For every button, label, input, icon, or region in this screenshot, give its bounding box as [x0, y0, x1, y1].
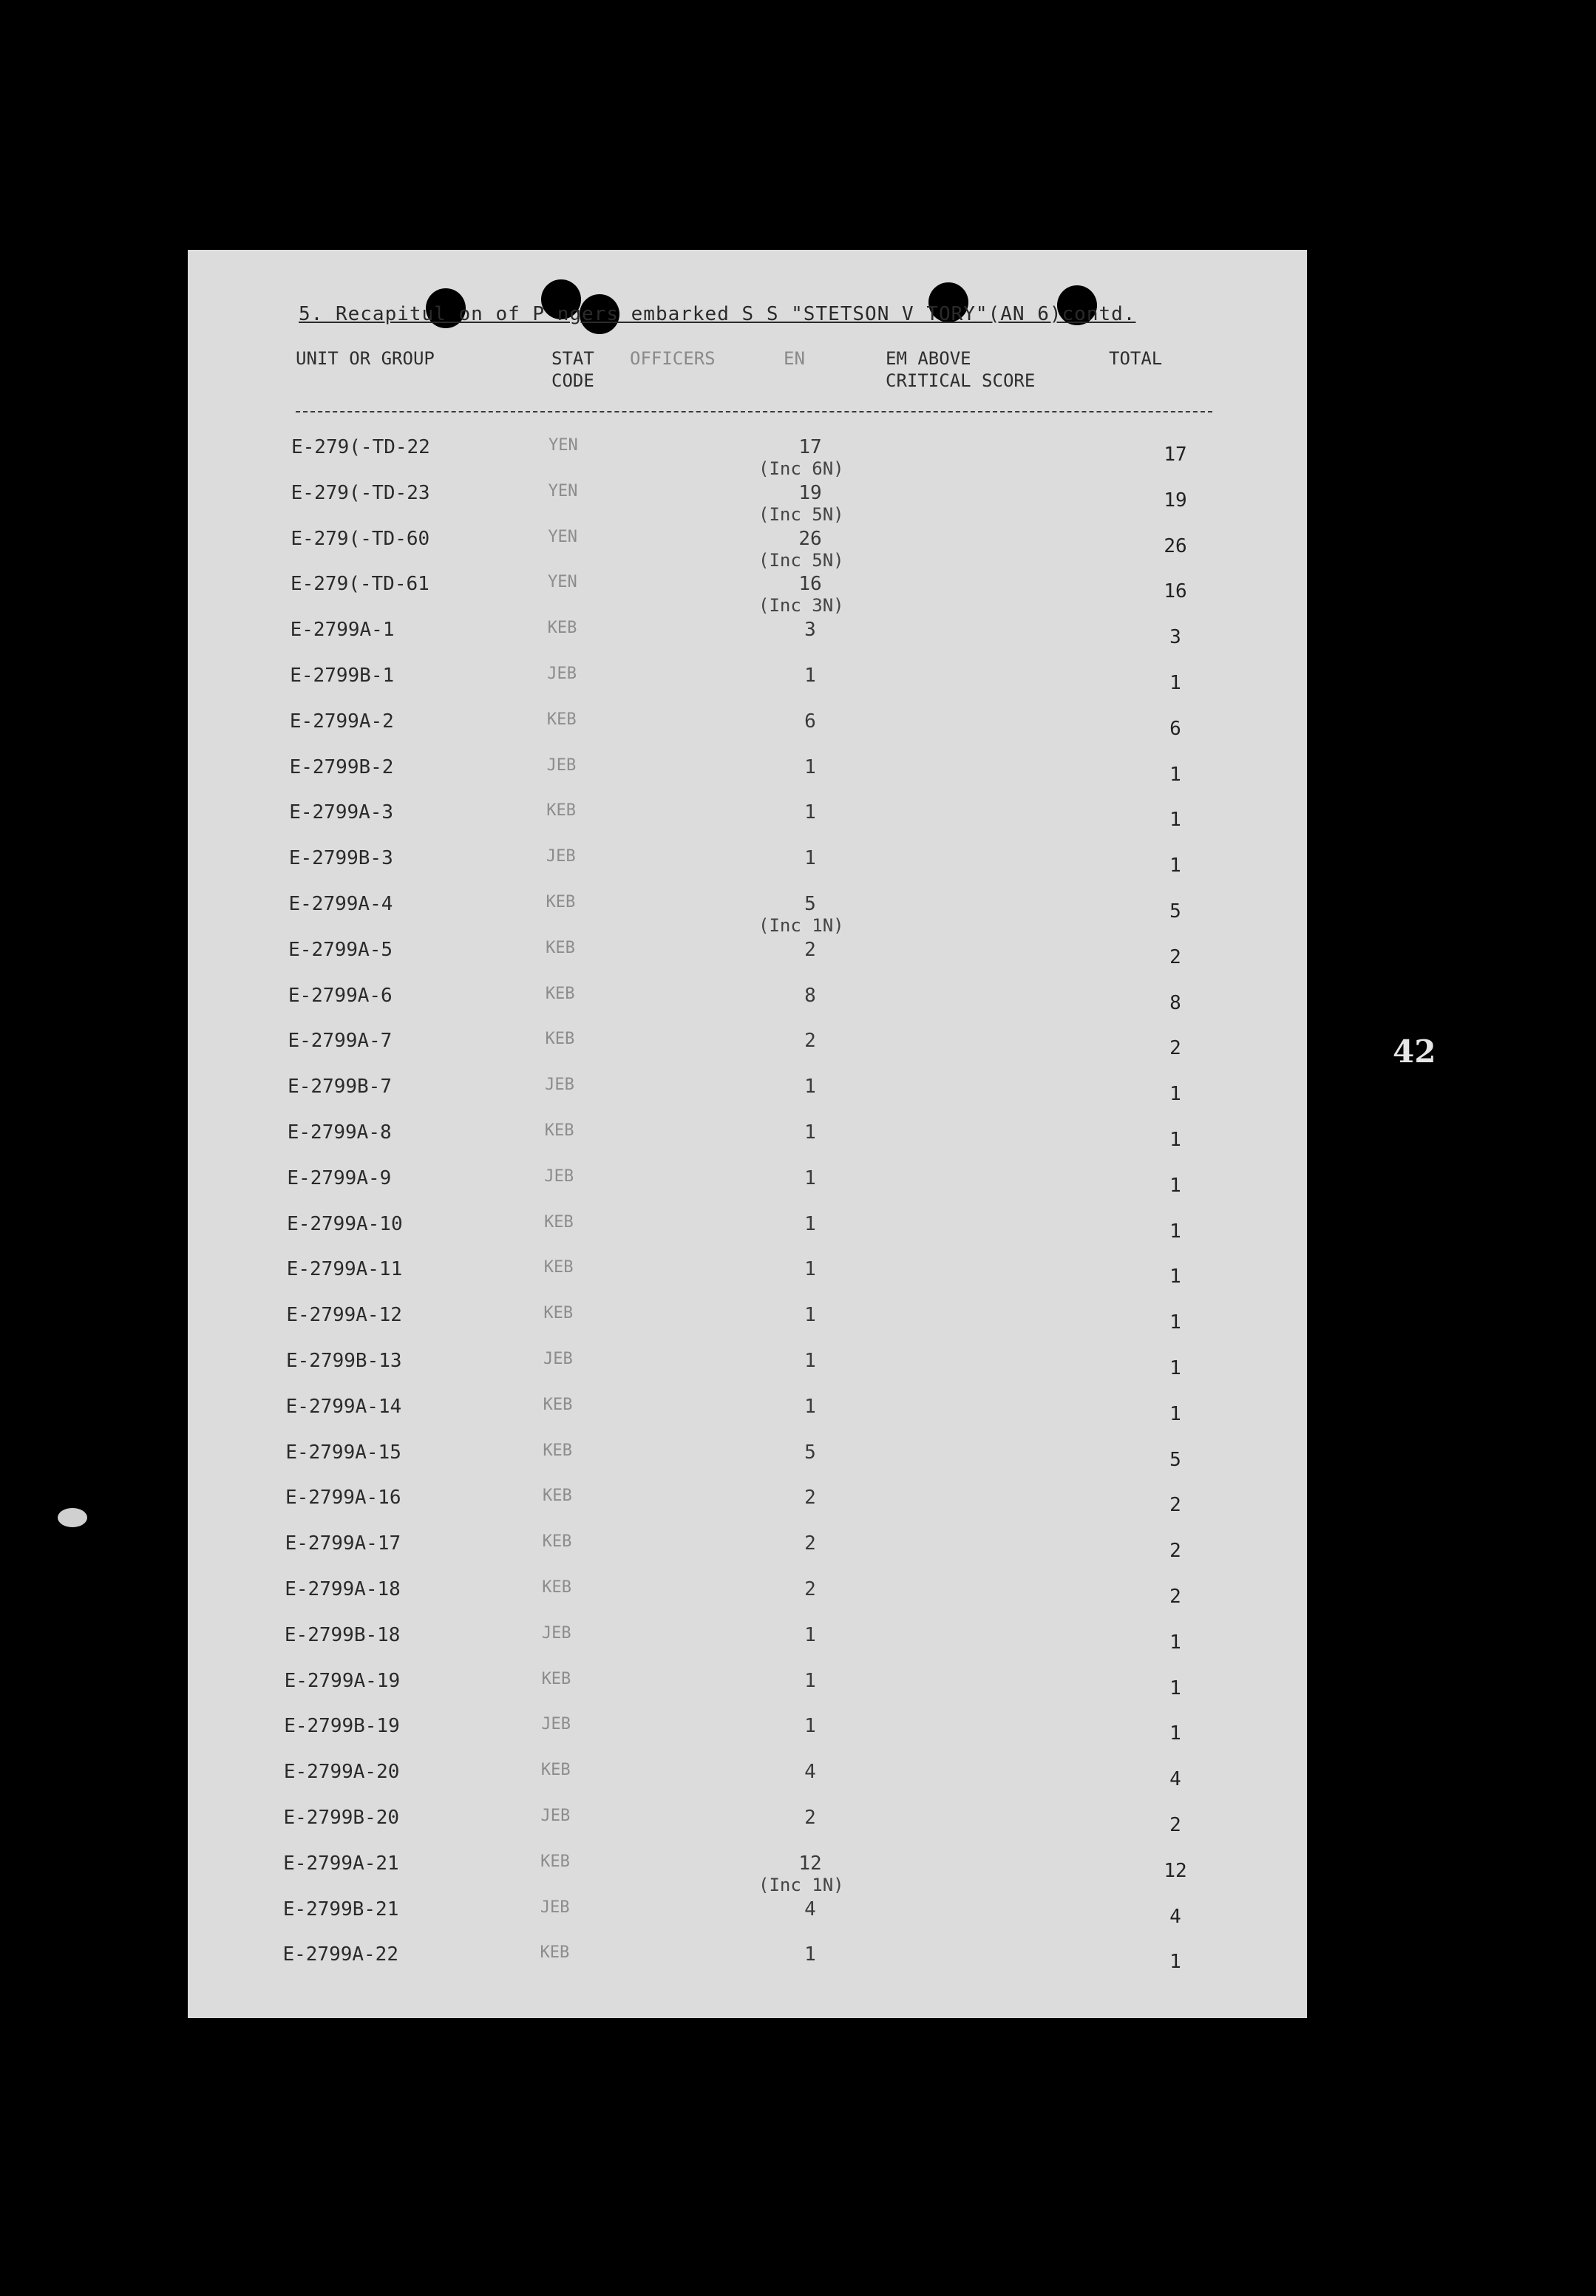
en-cell: 1: [804, 1350, 816, 1372]
column-header-total: TOTAL: [1109, 348, 1163, 369]
total-cell: 5: [1169, 1448, 1181, 1471]
table-row: [188, 482, 1307, 528]
table-row: [188, 1121, 1307, 1167]
en-cell: 4: [804, 1761, 816, 1784]
en-cell: 1: [804, 665, 816, 687]
unit-cell: E-2799A-10: [287, 1212, 403, 1235]
en-cell: 1: [804, 1166, 816, 1189]
total-cell: 1: [1169, 1951, 1181, 1974]
en-cell: 19: [798, 481, 822, 504]
table-row: [188, 1213, 1307, 1259]
en-cell: 12: [798, 1852, 822, 1875]
total-cell: 5: [1169, 900, 1181, 923]
unit-cell: E-2799B-18: [284, 1623, 401, 1646]
scan-speck: [58, 1508, 87, 1527]
en-cell: 1: [804, 801, 816, 824]
table-row: [188, 710, 1307, 756]
total-cell: 1: [1169, 1266, 1181, 1288]
total-cell: 1: [1169, 1311, 1181, 1334]
total-cell: 1: [1169, 1722, 1181, 1745]
table-row: [188, 1304, 1307, 1350]
en-cell: 26: [798, 527, 822, 550]
stat-code-cell: KEB: [546, 801, 576, 821]
stat-code-cell: KEB: [544, 1212, 574, 1232]
table-row: [188, 1670, 1307, 1716]
table-row: [188, 893, 1307, 939]
stat-code-cell: KEB: [540, 1943, 570, 1963]
unit-cell: E-2799A-3: [289, 801, 394, 824]
total-cell: 6: [1169, 717, 1181, 740]
unit-cell: E-2799B-21: [282, 1898, 399, 1920]
en-cell: 5: [804, 893, 816, 915]
unit-cell: E-2799B-3: [288, 847, 393, 870]
en-cell: 8: [804, 984, 816, 1007]
table-row: [188, 573, 1307, 619]
total-cell: 1: [1169, 1402, 1181, 1425]
total-cell: 1: [1169, 1631, 1181, 1654]
stat-code-cell: JEB: [541, 1623, 571, 1643]
unit-cell: E-2799A-22: [282, 1943, 398, 1966]
en-cell: 2: [804, 1030, 816, 1053]
unit-cell: E-279(-TD-22: [291, 436, 430, 458]
header-divider: [296, 411, 1212, 412]
table-row: [188, 436, 1307, 482]
stat-code-cell: KEB: [542, 1578, 571, 1597]
total-cell: 16: [1164, 580, 1187, 603]
total-cell: 17: [1164, 444, 1187, 466]
table-row: [188, 619, 1307, 665]
column-header-stat-code: STAT CODE: [551, 348, 594, 391]
stat-code-cell: KEB: [543, 1395, 573, 1414]
total-cell: 1: [1169, 1083, 1181, 1106]
page-number: 42: [1393, 1033, 1436, 1070]
table-row: [188, 1487, 1307, 1532]
stat-code-cell: JEB: [546, 755, 577, 775]
en-cell: 1: [804, 1395, 816, 1418]
en-cell: 2: [804, 1532, 816, 1555]
stat-code-cell: JEB: [547, 665, 577, 683]
total-cell: 1: [1169, 1220, 1181, 1243]
table-row: [188, 1578, 1307, 1624]
en-note-cell: (Inc 1N): [758, 915, 844, 936]
table-row: [188, 1715, 1307, 1761]
table-row: [188, 801, 1307, 847]
unit-cell: E-2799A-9: [287, 1166, 392, 1189]
en-cell: 1: [804, 1623, 816, 1646]
table-row: [188, 1441, 1307, 1487]
en-cell: 4: [804, 1898, 816, 1920]
page-title: 5. Recapitul on of P ngers embarked S S "STETSON V TORY"(AN 6)contd.: [299, 303, 1136, 325]
total-cell: 4: [1169, 1768, 1181, 1791]
en-cell: 1: [804, 1121, 816, 1144]
table-row: [188, 847, 1307, 893]
total-cell: 1: [1169, 855, 1181, 877]
stat-code-cell: JEB: [545, 1076, 574, 1095]
stat-code-cell: YEN: [548, 481, 578, 500]
unit-cell: E-2799A-17: [285, 1532, 401, 1555]
unit-cell: E-2799A-12: [286, 1304, 402, 1327]
table-row: [188, 1624, 1307, 1670]
unit-cell: E-2799B-19: [284, 1715, 400, 1738]
stat-code-cell: YEN: [549, 436, 578, 455]
en-cell: 1: [804, 847, 816, 870]
table-row: [188, 985, 1307, 1030]
table-row: [188, 1852, 1307, 1898]
stat-code-cell: KEB: [547, 619, 577, 638]
en-cell: 2: [804, 1578, 816, 1600]
stat-code-cell: KEB: [544, 1121, 574, 1140]
stat-code-cell: KEB: [542, 1532, 572, 1552]
stat-code-cell: KEB: [545, 1030, 575, 1049]
stat-code-cell: KEB: [546, 893, 576, 911]
stat-code-cell: KEB: [543, 1304, 574, 1323]
column-header-em-above: EM ABOVE CRITICAL SCORE: [886, 348, 1036, 391]
unit-cell: E-279(-TD-61: [290, 573, 429, 596]
en-cell: 16: [798, 573, 822, 596]
stat-code-cell: KEB: [546, 710, 577, 729]
total-cell: 2: [1169, 1814, 1181, 1836]
unit-cell: E-2799A-8: [287, 1121, 392, 1144]
stat-code-cell: KEB: [543, 1441, 573, 1460]
unit-cell: E-2799B-20: [283, 1807, 400, 1829]
table-row: [188, 1898, 1307, 1944]
table-row: [188, 1258, 1307, 1304]
unit-cell: E-279(-TD-23: [291, 481, 430, 504]
stat-code-cell: KEB: [540, 1761, 571, 1780]
stat-code-cell: JEB: [540, 1898, 570, 1917]
en-cell: 1: [804, 1212, 816, 1235]
table-row: [188, 939, 1307, 985]
en-cell: 5: [804, 1441, 816, 1464]
stat-code-cell: KEB: [545, 984, 575, 1003]
unit-cell: E-2799A-5: [288, 938, 393, 961]
unit-cell: E-2799A-1: [290, 619, 395, 642]
en-cell: 3: [804, 619, 816, 642]
table-row: [188, 1076, 1307, 1121]
unit-cell: E-2799B-1: [290, 665, 395, 687]
table-row: [188, 1807, 1307, 1852]
en-cell: 1: [804, 1715, 816, 1738]
table-row: [188, 1030, 1307, 1076]
en-cell: 17: [798, 436, 822, 458]
unit-cell: E-2799A-15: [285, 1441, 401, 1464]
table-row: [188, 1350, 1307, 1396]
en-note-cell: (Inc 3N): [758, 595, 844, 617]
table-row: [188, 1396, 1307, 1441]
table-row: [188, 528, 1307, 574]
total-cell: 8: [1169, 991, 1181, 1014]
en-cell: 2: [804, 938, 816, 961]
total-cell: 2: [1169, 945, 1181, 968]
stat-code-cell: JEB: [544, 1166, 574, 1186]
en-cell: 1: [804, 1258, 816, 1281]
unit-cell: E-2799A-16: [285, 1487, 401, 1509]
stat-code-cell: KEB: [541, 1669, 571, 1688]
en-cell: 1: [804, 755, 816, 778]
document-page: [188, 250, 1436, 2018]
total-cell: 3: [1169, 626, 1181, 649]
stat-code-cell: KEB: [543, 1258, 574, 1277]
total-cell: 1: [1169, 1677, 1181, 1699]
unit-cell: E-2799A-19: [284, 1669, 401, 1692]
column-header-unit: UNIT OR GROUP: [296, 348, 435, 369]
en-cell: 1: [804, 1669, 816, 1692]
unit-cell: E-279(-TD-60: [291, 527, 430, 550]
column-header-officers: OFFICERS: [630, 348, 716, 369]
en-note-cell: (Inc 1N): [758, 1874, 844, 1895]
table-row: [188, 1761, 1307, 1807]
total-cell: 2: [1169, 1037, 1181, 1060]
table-row: [188, 1532, 1307, 1578]
total-cell: 19: [1164, 489, 1187, 512]
stat-code-cell: YEN: [547, 573, 577, 592]
en-cell: 6: [804, 710, 816, 733]
table-row: [188, 756, 1307, 802]
unit-cell: E-2799A-2: [289, 710, 394, 733]
en-cell: 2: [804, 1487, 816, 1509]
total-cell: 2: [1169, 1586, 1181, 1608]
unit-cell: E-2799A-4: [288, 893, 393, 915]
table-row: [188, 1943, 1307, 1989]
stat-code-cell: KEB: [540, 1852, 570, 1871]
total-cell: 1: [1169, 1357, 1181, 1379]
table-row: [188, 1167, 1307, 1213]
total-cell: 1: [1169, 763, 1181, 786]
unit-cell: E-2799A-21: [283, 1852, 399, 1875]
total-cell: 2: [1169, 1540, 1181, 1563]
stat-code-cell: JEB: [541, 1715, 571, 1734]
stat-code-cell: JEB: [546, 847, 576, 866]
unit-cell: E-2799A-6: [288, 984, 393, 1007]
total-cell: 1: [1169, 809, 1181, 832]
total-cell: 12: [1164, 1859, 1187, 1882]
table-row: [188, 665, 1307, 710]
unit-cell: E-2799A-14: [285, 1395, 402, 1418]
unit-cell: E-2799A-20: [283, 1761, 400, 1784]
total-cell: 1: [1169, 1174, 1181, 1197]
en-cell: 1: [804, 1943, 816, 1966]
en-note-cell: (Inc 5N): [758, 549, 844, 571]
stat-code-cell: KEB: [546, 938, 575, 957]
total-cell: 4: [1169, 1905, 1181, 1928]
stat-code-cell: JEB: [540, 1807, 571, 1825]
total-cell: 1: [1169, 1129, 1181, 1151]
stat-code-cell: KEB: [542, 1487, 572, 1506]
total-cell: 1: [1169, 672, 1181, 694]
stat-code-cell: JEB: [543, 1350, 573, 1368]
en-cell: 1: [804, 1304, 816, 1327]
en-cell: 2: [804, 1807, 816, 1829]
unit-cell: E-2799A-11: [286, 1258, 403, 1281]
column-header-en: EN: [784, 348, 805, 369]
total-cell: 2: [1169, 1494, 1181, 1517]
total-cell: 26: [1164, 534, 1187, 557]
unit-cell: E-2799B-13: [286, 1350, 402, 1372]
unit-cell: E-2799B-2: [289, 755, 394, 778]
stat-code-cell: YEN: [548, 527, 578, 546]
en-note-cell: (Inc 6N): [758, 458, 844, 479]
unit-cell: E-2799A-7: [288, 1030, 393, 1053]
unit-cell: E-2799B-7: [288, 1076, 392, 1098]
en-cell: 1: [804, 1076, 816, 1098]
en-note-cell: (Inc 5N): [758, 503, 844, 525]
unit-cell: E-2799A-18: [285, 1578, 401, 1600]
